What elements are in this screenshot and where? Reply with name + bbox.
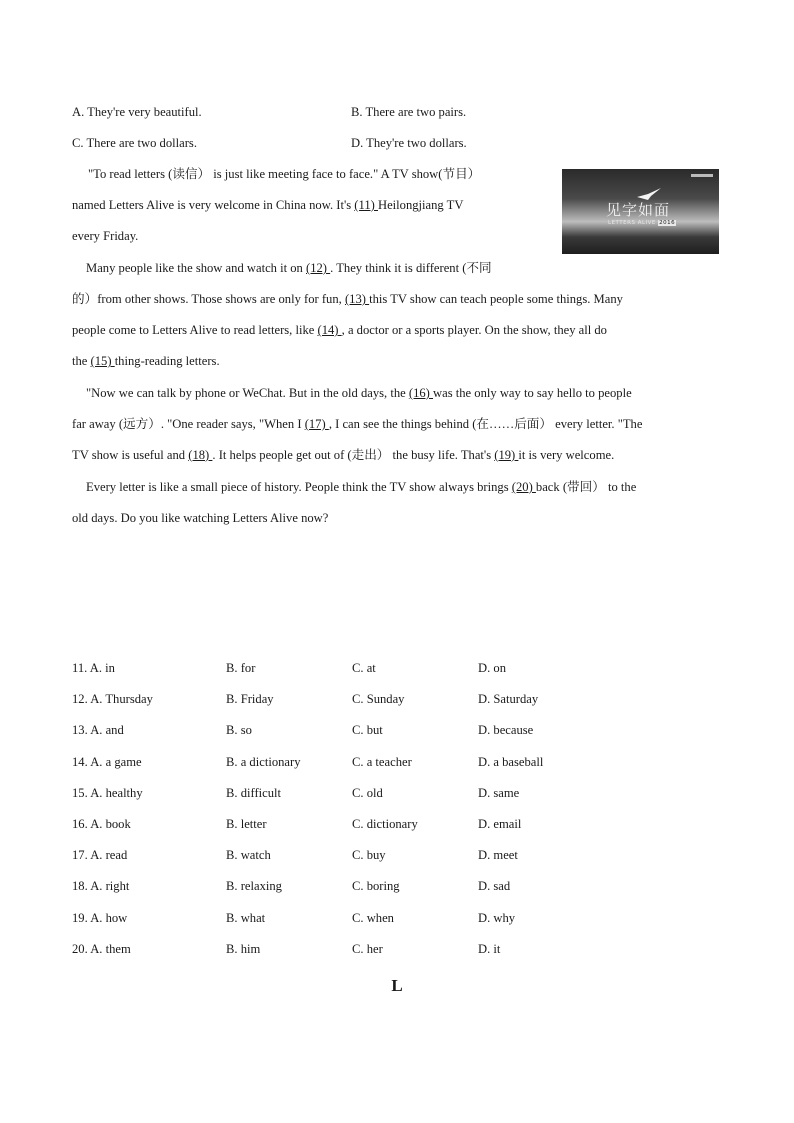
passage-line-1: "To read letters (读信） is just like meeting face to face." A TV show(节目） (88, 167, 481, 181)
passage-line-12: old days. Do you like watching Letters Alive now? (72, 511, 329, 525)
passage-line-5: 的）from other shows. Those shows are only for fun, (13) this TV show can teach people some things. Many (72, 292, 623, 306)
blank-12: (12) (306, 261, 331, 275)
passage-line-4: Many people like the show and watch it on (12) . They think it is different (不同 (86, 261, 492, 275)
blank-18: (18) (188, 448, 213, 462)
passage-line-10: TV show is useful and (18) . It helps people get out of (走出） the busy life. That's (19) it is very welcome. (72, 448, 615, 462)
broadcast-logo-icon (691, 174, 713, 177)
tv-show-image (562, 169, 719, 254)
tv-show-subtitle: LETTERS ALIVE 2016 (608, 220, 676, 226)
passage-line-6: people come to Letters Alive to read letters, like (14) , a doctor or a sports player. On the show, they all do (72, 323, 607, 337)
prev-option-a: A. They're very beautiful. (72, 105, 202, 119)
blank-11: (11) (354, 198, 378, 212)
passage-line-3: every Friday. (72, 229, 139, 243)
blank-16: (16) (408, 386, 434, 400)
section-letter: L (391, 976, 403, 995)
blank-15: (15) (90, 354, 115, 368)
passage-line-11: Every letter is like a small piece of history. People think the TV show always brings (20) back (带回） to the (86, 480, 637, 494)
blank-19: (19) (494, 448, 519, 462)
passage-line-9: far away (远方）. "One reader says, "When I (17) , I can see the things behind (在……后面） every letter. "The (72, 417, 643, 431)
blank-13: (13) (344, 292, 370, 306)
blank-14: (14) (317, 323, 342, 337)
prev-option-b: B. There are two pairs. (351, 105, 467, 119)
passage-line-2: named Letters Alive is very welcome in China now. It's (11) Heilongjiang TV (72, 198, 464, 212)
prev-option-c: C. There are two dollars. (72, 136, 197, 150)
tv-show-title: 见字如面 (606, 201, 671, 219)
blank-17: (17) (304, 417, 329, 431)
passage-line-7: the (15) thing-reading letters. (72, 354, 220, 368)
blank-20: (20) (511, 480, 536, 494)
passage-line-8: "Now we can talk by phone or WeChat. But in the old days, the (16) was the only way to say hello to people (86, 386, 632, 400)
prev-option-d: D. They're two dollars. (351, 136, 467, 150)
